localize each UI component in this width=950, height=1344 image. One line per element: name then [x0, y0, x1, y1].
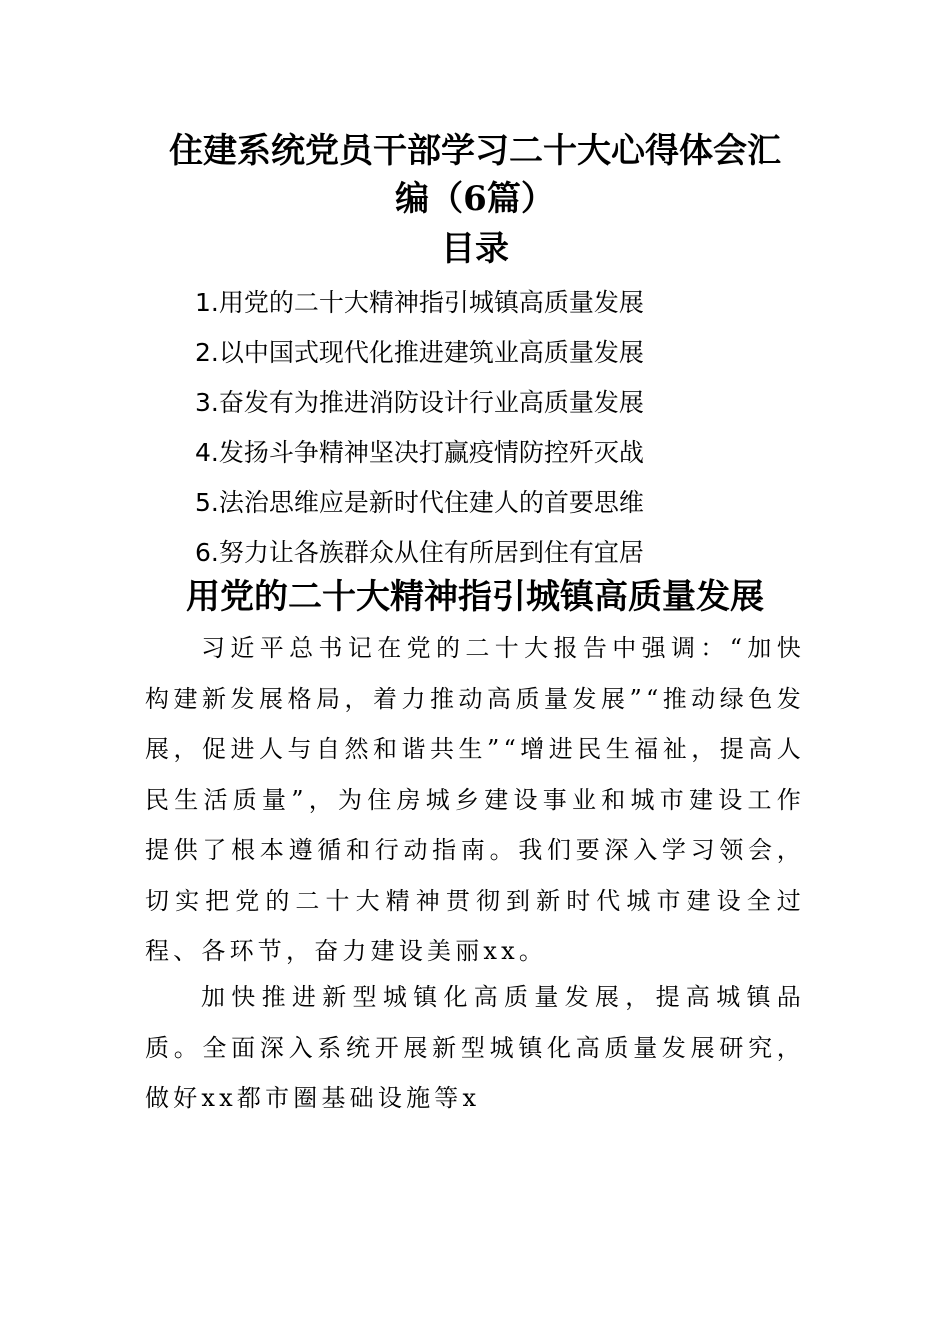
toc-item-3[interactable]: 3.奋发有为推进消防设计行业高质量发展: [195, 388, 644, 417]
toc-item-4[interactable]: 4.发扬斗争精神坚决打赢疫情防控歼灭战: [195, 438, 644, 467]
body-paragraph-2: 加快推进新型城镇化高质量发展，提高城镇品质。全面深入系统开展新型城镇化高质量发展研究，做好xx都市圈基础设施等x: [145, 983, 805, 1112]
toc-item-6[interactable]: 6.努力让各族群众从住有所居到住有宜居: [195, 538, 644, 567]
toc-item-1[interactable]: 1.用党的二十大精神指引城镇高质量发展: [195, 288, 644, 317]
document-title-line-1: 住建系统党员干部学习二十大心得体会汇: [169, 131, 781, 171]
document-title-line-2: 编（6篇）: [395, 179, 555, 219]
body-paragraph-1: 习近平总书记在党的二十大报告中强调：“加快构建新发展格局，着力推动高质量发展”“推动绿色发展，促进人与自然和谐共生”“增进民生福祉，提高人民生活质量”，为住房城乡建设事业和城市建设工作提供了根本遵循和行动指南。我们要深入学习领会，切实把党的二十大精神贯彻到新时代城市建设全过程、各环节，奋力建设美丽xx。: [145, 634, 805, 965]
toc-heading: 目录: [441, 229, 509, 269]
toc-item-5[interactable]: 5.法治思维应是新时代住建人的首要思维: [195, 488, 644, 517]
toc-item-2[interactable]: 2.以中国式现代化推进建筑业高质量发展: [195, 338, 644, 367]
table-of-contents: [195, 278, 755, 578]
section-title: 用党的二十大精神指引城镇高质量发展: [186, 577, 764, 617]
